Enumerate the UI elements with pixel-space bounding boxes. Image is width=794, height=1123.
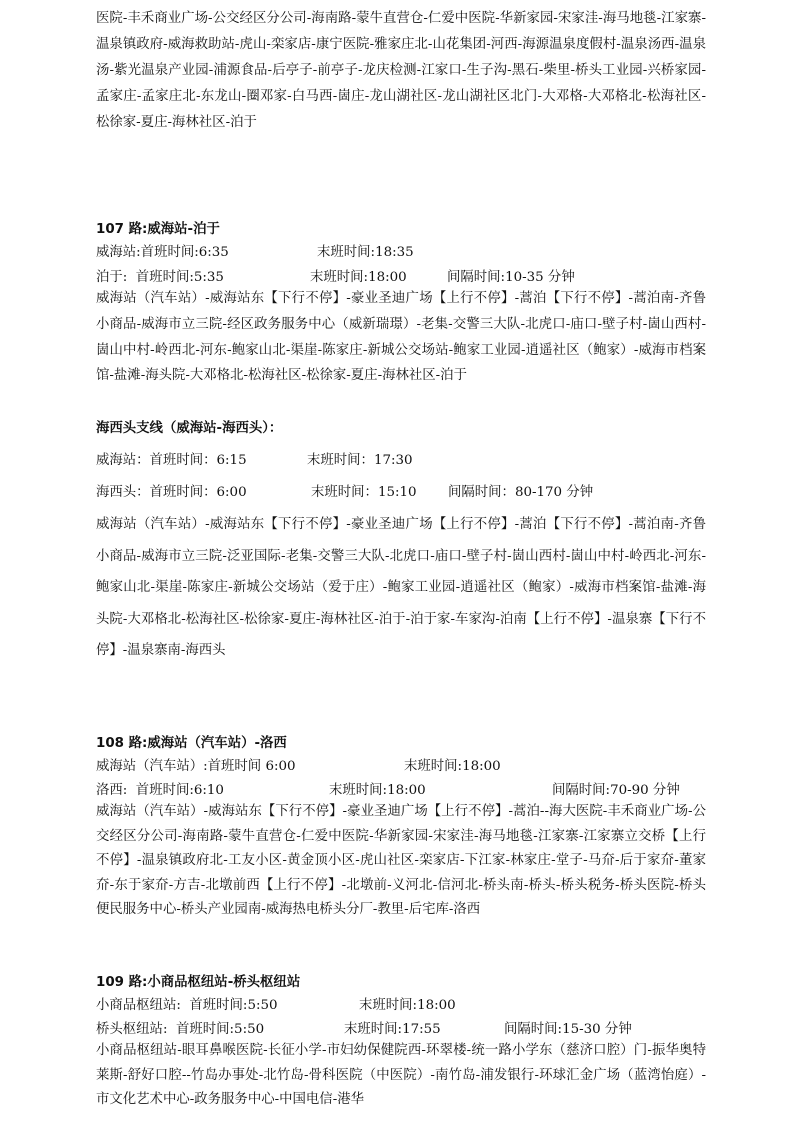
schedule-last: 末班时间：17:30: [307, 453, 413, 468]
schedule-first: 海西头：首班时间：6:00: [96, 485, 247, 500]
route-108-schedule-1: [96, 757, 501, 777]
branch-schedule-1: [96, 445, 413, 477]
schedule-last: 末班时间:18:00: [310, 270, 407, 285]
schedule-first: 小商品枢纽站: 首班时间:5:50: [96, 998, 278, 1013]
schedule-last: 末班时间:18:35: [317, 245, 414, 260]
schedule-first: 威海站:首班时间:6:35: [96, 245, 229, 260]
schedule-interval: 间隔时间:10-35 分钟: [447, 270, 575, 285]
schedule-last: 末班时间:18:00: [404, 759, 501, 774]
route-109-stops: 小商品枢纽站-眼耳鼻喉医院-长征小学-市妇幼保健院西-环翠楼-统一路小学东（慈济口腔）门-振华奥特莱斯-舒好口腔--竹岛办事处-北竹岛-骨科医院（中医院）-南竹岛-浦发银行-环球汇金广场（蓝湾怡庭）-市文化艺术中心-政务服务中心-中国电信-港华: [96, 1043, 706, 1107]
previous-route-stops: 医院-丰禾商业广场-公交经区分公司-海南路-蒙牛直营仓-仁爱中医院-华新家园-宋家洼-海马地毯-江家寨-温泉镇政府-威海救助站-虎山-栾家店-康宁医院-雅家庄北-山花集团-河西-海源温泉度假村-温泉汤西-温泉汤-紫光温泉产业园-浦源食品-后亭子-前亭子-龙庆检测-江家口-生子沟-黑石-柴里-桥头工业园-兴桥家园-孟家庄-孟家庄北-东龙山-圈邓家-白马西-崮庄-龙山湖社区-龙山湖社区北门-大邓格-大邓格北-松海社区-松徐家-夏庄-海林社区-泊于: [96, 11, 706, 130]
branch-schedule-2: [96, 477, 593, 509]
schedule-last: 末班时间:18:00: [359, 998, 456, 1013]
schedule-interval: 间隔时间：80-170 分钟: [448, 485, 594, 500]
schedule-last: 末班时间：15:10: [311, 485, 417, 500]
schedule-last: 末班时间:18:00: [329, 783, 426, 798]
route-107-schedule-1: [96, 243, 414, 263]
route-109-title: 109 路:小商品枢纽站-桥头枢纽站: [96, 975, 301, 990]
branch-title: 海西头支线（威海站-海西头）：: [96, 421, 283, 436]
route-107-schedule-2: [96, 268, 575, 288]
route-108-title: 108 路:威海站（汽车站）-洛西: [96, 736, 287, 751]
route-107-stops: 威海站（汽车站）-威海站东【下行不停】-豪业圣迪广场【上行不停】-蒿泊【下行不停】-蒿泊南-齐鲁小商品-威海市立三院-经区政务服务中心（威新瑞璟）-老集-交警三大队-北虎口-庙口-壁子村-崮山西村-崮山中村-岭西北-河东-鲍家山北-渠崖-陈家庄-新城公交场站-鲍家工业园-逍遥社区（鲍家）-威海市档案馆-盐滩-海头院-大邓格北-松海社区-松徐家-夏庄-海林社区-泊于: [96, 291, 706, 384]
route-107-title: 107 路:威海站-泊于: [96, 222, 220, 237]
route-108-schedule-2: [96, 781, 680, 801]
schedule-first: 威海站：首班时间：6:15: [96, 453, 247, 468]
route-109-schedule-2: [96, 1020, 632, 1040]
schedule-last: 末班时间:17:55: [344, 1022, 441, 1037]
schedule-interval: 间隔时间:70-90 分钟: [552, 783, 680, 798]
schedule-first: 泊于: 首班时间:5:35: [96, 270, 224, 285]
branch-stops: 威海站（汽车站）-威海站东【下行不停】-豪业圣迪广场【上行不停】-蒿泊【下行不停】-蒿泊南-齐鲁小商品-威海市立三院-泛亚国际-老集-交警三大队-北虎口-庙口-壁子村-崮山西村-崮山中村-岭西北-河东-鲍家山北-渠崖-陈家庄-新城公交场站（爱于庄）-鲍家工业园-逍遥社区（鲍家）-威海市档案馆-盐滩-海头院-大邓格北-松海社区-松徐家-夏庄-海林社区-泊于-泊于家-车家沟-泊南【上行不停】-温泉寨【下行不停】-温泉寨南-海西头: [96, 517, 706, 658]
schedule-interval: 间隔时间:15-30 分钟: [504, 1022, 632, 1037]
schedule-first: 桥头枢纽站: 首班时间:5:50: [96, 1022, 265, 1037]
schedule-first: 洛西: 首班时间:6:10: [96, 783, 224, 798]
route-108-stops: 威海站（汽车站）-威海站东【下行不停】-豪业圣迪广场【上行不停】-蒿泊--海大医院-丰禾商业广场-公交经区分公司-海南路-蒙牛直营仓-仁爱中医院-华新家园-宋家洼-海马地毯-江家寨-江家寨立交桥【上行不停】-温泉镇政府北-工友小区-黄金顶小区-虎山社区-栾家店-下江家-林家庄-堂子-马夼-后于家夼-董家夼-东于家夼-方吉-北墩前西【上行不停】-北墩前-义河北-信河北-桥头南-桥头-桥头税务-桥头医院-桥头便民服务中心-桥头产业园南-威海热电桥头分厂-教里-后宅库-洛西: [96, 804, 706, 917]
route-109-schedule-1: [96, 996, 456, 1016]
schedule-first: 威海站（汽车站）:首班时间 6:00: [96, 759, 296, 774]
